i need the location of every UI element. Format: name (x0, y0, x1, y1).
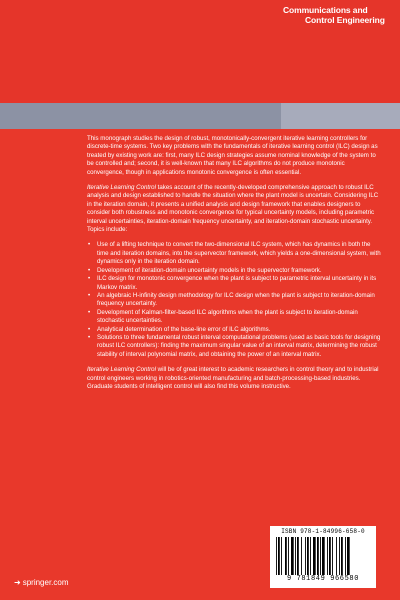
barcode-stripe (339, 537, 340, 575)
list-item: • Analytical determination of the base-line error of ILC algorithms. (87, 326, 383, 334)
barcode-stripe (276, 537, 277, 575)
blurb (87, 135, 383, 398)
barcode-bars (276, 537, 370, 575)
book-title-ref: Iterative Learning Control (87, 366, 156, 374)
blurb-paragraph-2-text: takes account of the recently-developed comprehensive approach to robust ILC analysis and design established to handle the situation where the plant model is uncertain. Considering ILC in the iteration domain, it presents a unified analysis and design framework that enables designers to consider both robustness and monotonic convergence for typical uncertainty models, including parametric interval uncertainties, iteration-domain frequency uncertainty, and iteration-domain stochastic uncertainty. Topics include: (87, 184, 379, 234)
barcode-stripe (310, 537, 311, 575)
arrow-icon: ➜ (14, 578, 21, 587)
list-item: • ILC design for monotonic convergence when the plant is subject to parametric interval uncertainty in its Markov matrix. (87, 275, 383, 292)
blurb-paragraph-3 (87, 366, 383, 391)
barcode-stripe (341, 537, 343, 575)
barcode-stripe (332, 537, 333, 575)
series-title-line1: Communications and (283, 5, 368, 15)
barcode-stripe (301, 537, 302, 575)
list-item: • An algebraic H-infinity design methodology for ILC design when the plant is subject to iteration-domain frequency uncertainty. (87, 292, 383, 309)
barcode-stripe (347, 537, 350, 575)
barcode-stripe (295, 537, 296, 575)
barcode-stripe (285, 537, 287, 575)
topics-list (87, 241, 383, 359)
barcode-stripe (345, 537, 346, 575)
gray-band-right (281, 103, 400, 129)
series-title-line2: Control Engineering (305, 15, 385, 25)
barcode-stripe (305, 537, 306, 575)
blurb-paragraph-3-text: will be of great interest to academic researchers in control theory and to industrial control engineers working in robotics-oriented manufacturing and batch-processing-based industries. Graduate students of intelligent control will also find this volume instructive. (87, 366, 379, 390)
barcode-stripe (313, 537, 316, 575)
barcode-stripe (320, 537, 321, 575)
series-title (283, 5, 385, 25)
barcode-stripe (329, 537, 331, 575)
barcode-stripe (322, 537, 325, 575)
list-item: • Development of Kalman-filter-based ILC algorithms when the plant is subject to iteration-domain stochastic uncertainties. (87, 309, 383, 326)
isbn-label: ISBN 978-1-84996-658-0 (281, 528, 365, 535)
book-title-ref: Iterative Learning Control (87, 184, 156, 192)
list-item: • Development of iteration-domain uncertainty models in the supervector framework. (87, 267, 383, 275)
barcode-stripe (307, 537, 309, 575)
barcode-stripe (288, 537, 289, 575)
list-item: • Solutions to three fundamental robust interval computational problems (used as basic tools for designing robust ILC controllers): finding the maximum singular value of an interval matrix, determining the robust stability of interval polynomial matrix, and obtaining the power of an interval matrix. (87, 334, 383, 359)
blurb-paragraph-2 (87, 184, 383, 234)
list-item: • Use of a lifting technique to convert the two-dimensional ILC system, which has dynamics in both the time and iteration domains, into the supervector framework, which yields a one-dimensional system, with dynamics only in the iteration domain. (87, 241, 383, 266)
barcode-stripe (297, 537, 299, 575)
barcode-stripe (291, 537, 294, 575)
barcode-stripe (278, 537, 280, 575)
ean-digits: 9 781849 966580 (286, 575, 359, 583)
barcode-stripe (317, 537, 319, 575)
publisher-name: springer.com (22, 578, 69, 587)
barcode-stripe (327, 537, 328, 575)
barcode-stripe (281, 537, 282, 575)
blurb-paragraph-1: This monograph studies the design of robust, monotonically-convergent iterative learning controllers for discrete-time systems. Two key problems with the fundamentals of iterative learning control (ILC) design as treated by existing work are: first, many ILC design strategies assume nominal knowledge of the system to be controlled and; second, it is well-known that many ILC algorithms do not produce monotonic convergence, though in applications monotonic convergence is often essential. (87, 135, 378, 176)
publisher-url (14, 578, 69, 588)
barcode-stripe (336, 537, 337, 575)
isbn-barcode (270, 526, 376, 588)
gray-band-left (0, 103, 281, 129)
